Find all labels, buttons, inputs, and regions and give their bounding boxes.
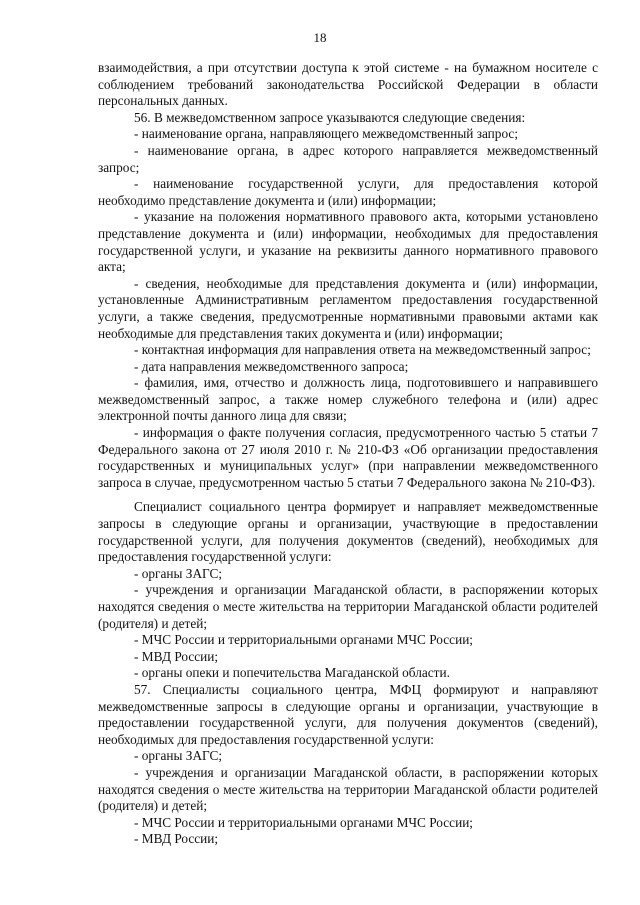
list-item: - сведения, необходимые для представления документа и (или) информации, установленные Административным регламентом предоставления государственной услуги, а также сведения, предусмотренные нормативными правовыми актами как необходимые для представления таких документа и (или) информации; bbox=[98, 275, 598, 341]
list-item: - контактная информация для направления ответа на межведомственный запрос; bbox=[134, 342, 591, 358]
list-item: - МВД России; bbox=[134, 831, 219, 847]
list-item: - органы ЗАГС; bbox=[134, 748, 223, 764]
paragraph: взаимодействия, а при отсутствии доступа к этой системе - на бумажном носителе с соблюдением требований законодательства Российской Федерации в области персональных данных. bbox=[98, 60, 598, 109]
list-item: - фамилия, имя, отчество и должность лица, подготовившего и направившего межведомственный запрос, а также номер служебного телефона и (или) адрес электронной почты данного лица для связи; bbox=[98, 375, 598, 424]
list-item: - МЧС России и территориальными органами МЧС России; bbox=[134, 814, 474, 830]
paragraph: 57. Специалисты социального центра, МФЦ формируют и направляют межведомственные запросы в следующие органы и организации, участвующие в предоставлении государственной услуги, для получения документов (сведений), необходимых для предоставления государственной услуги: bbox=[98, 681, 598, 747]
list-item: - наименование органа, направляющего межведомственный запрос; bbox=[134, 126, 519, 142]
list-item: - МЧС России и территориальными органами МЧС России; bbox=[134, 632, 474, 648]
list-item: - учреждения и организации Магаданской области, в распоряжении которых находятся сведения о месте жительства на территории Магаданской области родителей (родителя) и детей; bbox=[98, 764, 598, 814]
document-body bbox=[98, 60, 598, 848]
list-item: - наименование государственной услуги, для предоставления которой необходимо представление документа и (или) информации; bbox=[98, 176, 598, 208]
list-item: - учреждения и организации Магаданской области, в распоряжении которых находятся сведения о месте жительства на территории Магаданской области родителей (родителя) и детей; bbox=[98, 582, 598, 631]
list-item: - органы ЗАГС; bbox=[134, 565, 223, 581]
paragraph: 56. В межведомственном запросе указываются следующие сведения: bbox=[134, 109, 526, 125]
list-item: - наименование органа, в адрес которого направляется межведомственный запрос; bbox=[98, 142, 598, 175]
list-item: - МВД России; bbox=[134, 648, 219, 664]
list-item: - органы опеки и попечительства Магаданской области. bbox=[134, 665, 450, 681]
list-item: - указание на положения нормативного правового акта, которыми установлено представление документа и (или) информации, необходимых для предоставления государственной услуги, и указание на реквизиты данного нормативного правового акта; bbox=[98, 209, 598, 275]
list-item: - информация о факте получения согласия, предусмотренного частью 5 статьи 7 Федерального закона от 27 июля 2010 г. № 210-ФЗ «Об организации предоставления государственных и муниципальных услуг» (при направлении межведомственного запроса в случае, предусмотренном частью 5 статьи 7 Федерального закона № 210-ФЗ). bbox=[98, 425, 598, 490]
page-number: 18 bbox=[313, 30, 327, 45]
paragraph: Специалист социального центра формирует и направляет межведомственные запросы в следующие органы и организации, участвующие в предоставлении государственной услуги, для получения документов (сведений), необходимых для предоставления государственной услуги: bbox=[98, 499, 598, 565]
list-item: - дата направления межведомственного запроса; bbox=[134, 358, 409, 374]
